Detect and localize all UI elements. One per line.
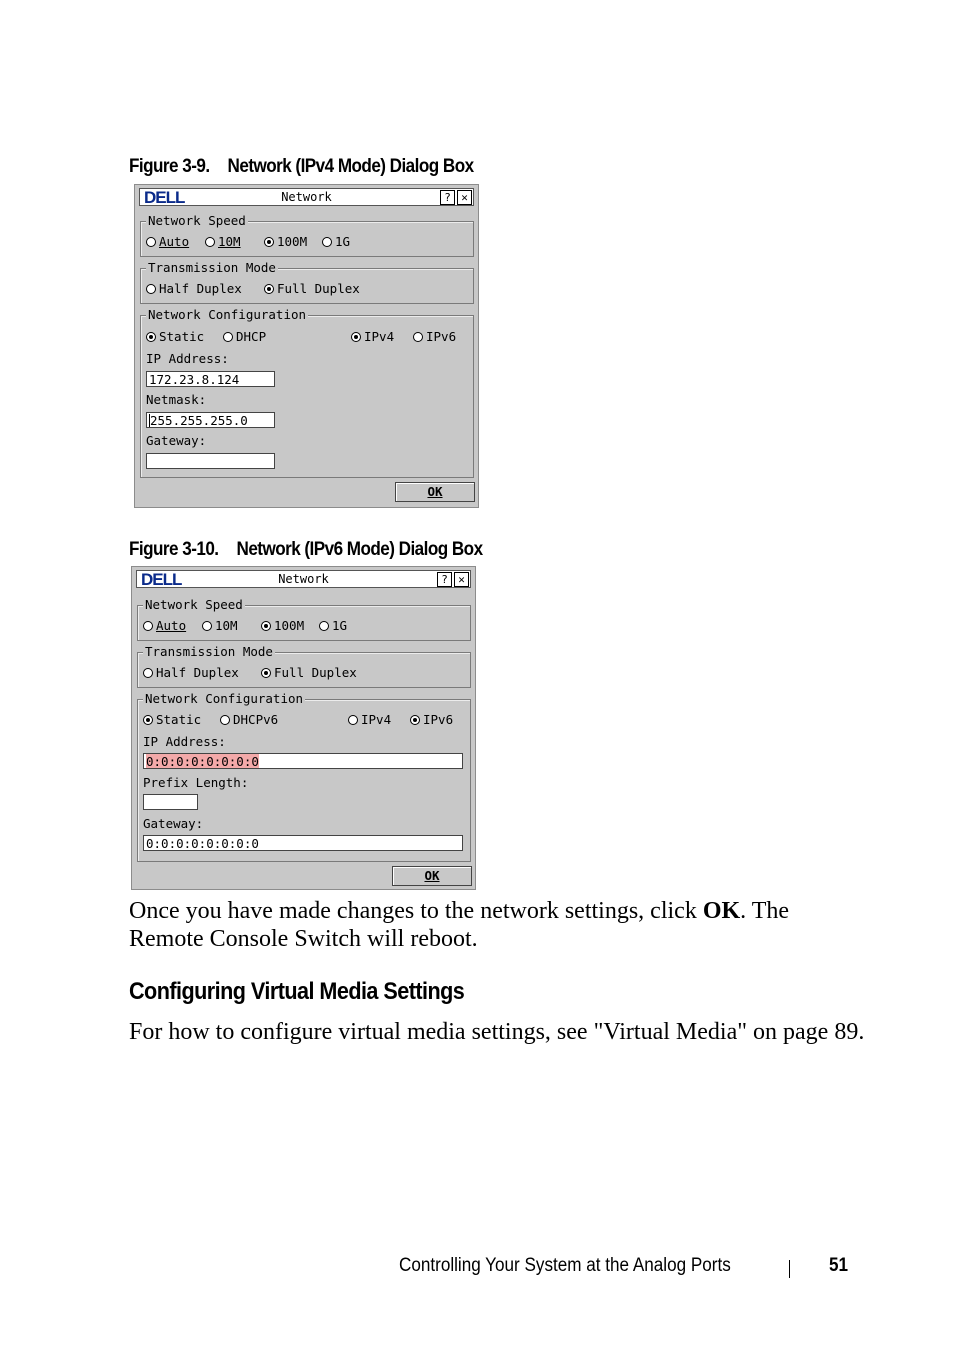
radio-icon (146, 237, 156, 247)
transmission-mode-group (140, 260, 474, 304)
close-icon[interactable]: ✕ (457, 190, 472, 205)
figure-number: Figure 3-9. (129, 156, 210, 177)
speed-1g-label: 1G (335, 234, 351, 249)
radio-icon (413, 332, 423, 342)
ip-address-input[interactable] (146, 371, 275, 387)
figure-number: Figure 3-10. (129, 539, 219, 560)
radio-selected-icon (264, 284, 274, 294)
netmask-input[interactable] (146, 412, 275, 428)
network-speed-legend: Network Speed (148, 213, 246, 228)
gateway-value: 0:0:0:0:0:0:0:0 (146, 836, 259, 851)
gateway-label: Gateway: (146, 433, 207, 448)
gateway-input[interactable] (143, 835, 463, 851)
figure-3-10-caption (129, 539, 483, 561)
network-dialog-ipv6 (131, 566, 476, 890)
half-duplex-label: Half Duplex (156, 665, 239, 680)
reboot-paragraph (129, 897, 869, 953)
speed-auto-label: Auto (156, 618, 187, 633)
help-icon[interactable]: ? (440, 190, 455, 205)
footer-separator (789, 1260, 790, 1278)
full-duplex-label: Full Duplex (277, 281, 360, 296)
ip-address-value: 172.23.8.124 (149, 372, 240, 387)
static-radio[interactable] (143, 712, 201, 728)
dialog-title: Network (278, 572, 329, 586)
paragraph-text: Once you have made changes to the network settings, click (129, 898, 703, 924)
dialog-title: Network (281, 190, 332, 204)
ip-address-value: 0:0:0:0:0:0:0:0 (146, 754, 259, 769)
radio-selected-icon (410, 715, 420, 725)
paragraph-bold-ok: OK (702, 898, 741, 924)
ip-address-label: IP Address: (146, 351, 229, 366)
dhcpv6-radio[interactable] (220, 712, 278, 728)
network-dialog-ipv4 (134, 184, 479, 508)
half-duplex-radio[interactable] (146, 281, 242, 297)
radio-icon (319, 621, 329, 631)
dhcpv6-label: DHCPv6 (233, 712, 279, 727)
speed-100m-label: 100M (274, 618, 305, 633)
ipv4-label: IPv4 (361, 712, 392, 727)
radio-icon (205, 237, 215, 247)
speed-1g-radio[interactable] (322, 234, 350, 250)
dialog-titlebar (139, 188, 474, 206)
radio-icon (146, 284, 156, 294)
prefix-length-input[interactable] (143, 794, 198, 810)
ok-button[interactable] (395, 482, 475, 502)
dell-logo: DELL (144, 188, 185, 207)
paragraph-text: . The Remote Console Switch will reboot. (129, 898, 790, 952)
footer-section-title: Controlling Your System at the Analog Ports (399, 1255, 731, 1276)
gateway-input[interactable] (146, 453, 275, 469)
network-speed-group (140, 213, 474, 257)
netmask-value: 255.255.255.0 (150, 413, 248, 428)
ipv4-label: IPv4 (364, 329, 395, 344)
ipv4-radio[interactable] (351, 329, 394, 345)
half-duplex-radio[interactable] (143, 665, 239, 681)
virtual-media-paragraph: For how to configure virtual media settings, see "Virtual Media" on page 89. (129, 1019, 865, 1045)
radio-selected-icon (143, 715, 153, 725)
static-label: Static (159, 329, 205, 344)
radio-icon (143, 668, 153, 678)
radio-icon (220, 715, 230, 725)
close-icon[interactable]: ✕ (454, 572, 469, 587)
speed-1g-radio[interactable] (319, 618, 347, 634)
speed-10m-radio[interactable] (202, 618, 238, 634)
radio-selected-icon (261, 668, 271, 678)
radio-selected-icon (146, 332, 156, 342)
radio-icon (143, 621, 153, 631)
ipv6-label: IPv6 (423, 712, 454, 727)
transmission-mode-legend: Transmission Mode (145, 644, 273, 659)
network-speed-legend: Network Speed (145, 597, 243, 612)
full-duplex-radio[interactable] (264, 281, 360, 297)
dhcp-label: DHCP (236, 329, 267, 344)
radio-icon (348, 715, 358, 725)
speed-10m-radio[interactable] (205, 234, 241, 250)
radio-selected-icon (264, 237, 274, 247)
ok-label: OK (424, 868, 440, 883)
radio-icon (322, 237, 332, 247)
speed-100m-radio[interactable] (264, 234, 307, 250)
gateway-label: Gateway: (143, 816, 204, 831)
network-configuration-group (137, 691, 471, 862)
transmission-mode-group (137, 644, 471, 688)
radio-icon (223, 332, 233, 342)
static-radio[interactable] (146, 329, 204, 345)
ipv6-radio[interactable] (413, 329, 456, 345)
ok-button[interactable] (392, 866, 472, 886)
ok-label: OK (427, 484, 443, 499)
network-configuration-legend: Network Configuration (148, 307, 307, 322)
page-number: 51 (829, 1255, 849, 1276)
speed-auto-radio[interactable] (146, 234, 189, 250)
transmission-mode-legend: Transmission Mode (148, 260, 276, 275)
ip-address-label: IP Address: (143, 734, 226, 749)
ipv4-radio[interactable] (348, 712, 391, 728)
section-heading: Configuring Virtual Media Settings (129, 978, 465, 1005)
network-configuration-group (140, 307, 474, 478)
half-duplex-label: Half Duplex (159, 281, 242, 296)
prefix-length-label: Prefix Length: (143, 775, 249, 790)
figure-title: Network (IPv4 Mode) Dialog Box (227, 156, 474, 177)
speed-10m-label: 10M (218, 234, 241, 249)
ipv6-label: IPv6 (426, 329, 457, 344)
figure-title: Network (IPv6 Mode) Dialog Box (236, 539, 483, 560)
speed-1g-label: 1G (332, 618, 348, 633)
dell-logo: DELL (141, 570, 182, 589)
radio-selected-icon (261, 621, 271, 631)
radio-selected-icon (351, 332, 361, 342)
static-label: Static (156, 712, 202, 727)
ip-address-input[interactable] (143, 753, 463, 769)
netmask-label: Netmask: (146, 392, 207, 407)
dhcp-radio[interactable] (223, 329, 266, 345)
network-configuration-legend: Network Configuration (145, 691, 304, 706)
network-speed-group (137, 597, 471, 641)
speed-100m-radio[interactable] (261, 618, 304, 634)
speed-100m-label: 100M (277, 234, 308, 249)
full-duplex-radio[interactable] (261, 665, 357, 681)
speed-10m-label: 10M (215, 618, 238, 633)
speed-auto-radio[interactable] (143, 618, 186, 634)
radio-icon (202, 621, 212, 631)
full-duplex-label: Full Duplex (274, 665, 357, 680)
dialog-titlebar (136, 570, 471, 588)
help-icon[interactable]: ? (437, 572, 452, 587)
speed-auto-label: Auto (159, 234, 190, 249)
ipv6-radio[interactable] (410, 712, 453, 728)
figure-3-9-caption (129, 156, 474, 178)
